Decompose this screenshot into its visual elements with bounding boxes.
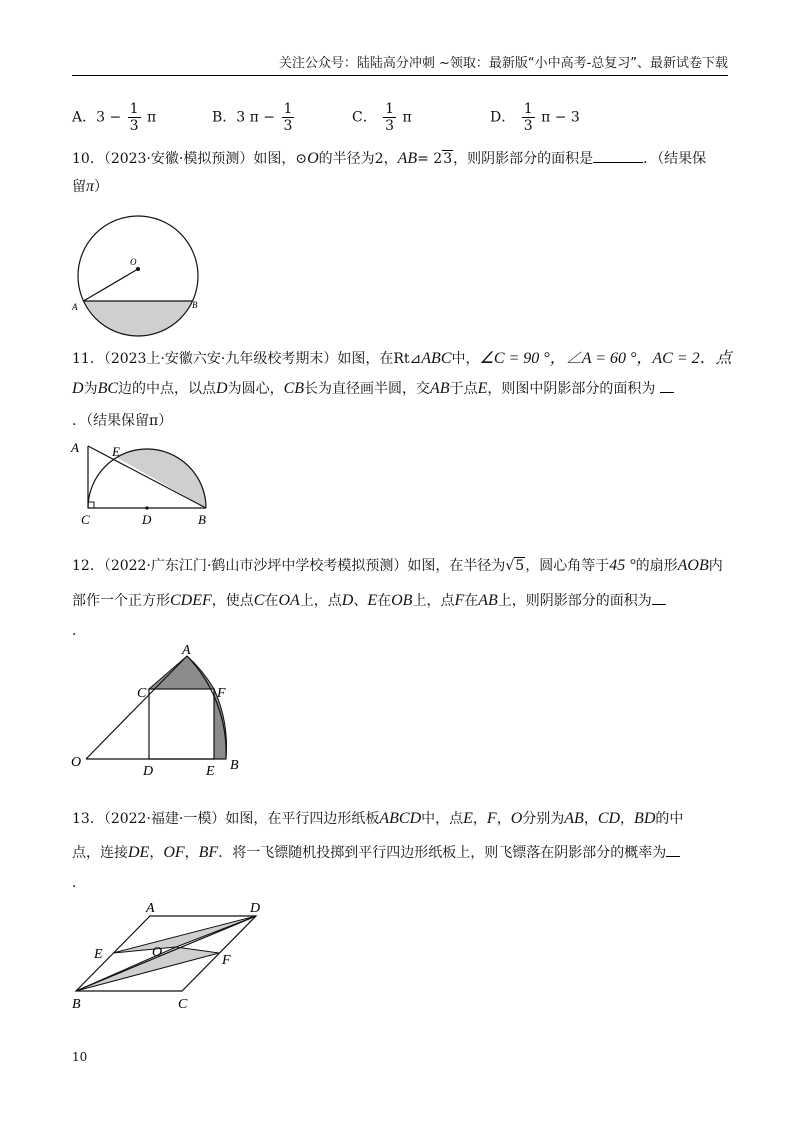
q13-label-f: F bbox=[222, 953, 231, 968]
choice-c: C． $\frac{1}{3}$ π bbox=[352, 101, 412, 134]
q12-line1: 12．（2022·广东江门·鹤山市沙坪中学校考模拟预测）如图，在半径为√5，圆心角等于45 °的扇形AOB内 bbox=[72, 557, 723, 574]
q10-figure bbox=[68, 208, 208, 346]
q12-label-e: E bbox=[206, 764, 215, 779]
q11-center-point bbox=[145, 506, 148, 509]
q13-figure bbox=[68, 896, 278, 1016]
q10-label-b: B bbox=[192, 300, 198, 310]
q13-label-e: E bbox=[94, 947, 103, 962]
q11-label-c: C bbox=[81, 512, 90, 527]
q11-figure bbox=[68, 436, 218, 532]
q10-line2: 留π） bbox=[72, 178, 109, 195]
q13-label-b: B bbox=[72, 997, 81, 1012]
q12-label-o: O bbox=[71, 755, 82, 770]
q12-label-d: D bbox=[143, 764, 154, 779]
page-number: 10 bbox=[72, 1050, 88, 1064]
q12-answer-blank bbox=[652, 590, 666, 605]
choice-a: A．3 − $\frac{1}{3}$ π bbox=[72, 101, 157, 134]
q13-line1: 13．（2022·福建·一模）如图，在平行四边形纸板ABCD中，点E，F，O分别为AB，CD，BD的中 bbox=[72, 810, 684, 827]
q11-right-angle-mark bbox=[88, 502, 94, 508]
choice-b: B．3 π − $\frac{1}{3}$ bbox=[212, 101, 293, 134]
q10-line1: 10．（2023·安徽·模拟预测）如图，⊙O的半径为2，AB= 23，则阴影部分的面积是 ．（结果保 bbox=[72, 150, 707, 167]
q12-line2: 部作一个正方形CDEF，使点C在OA上，点D、E在OB上，点F在AB上，则阴影部分的面积为 bbox=[72, 590, 666, 610]
q13-label-a: A bbox=[146, 901, 155, 916]
q10-answer-blank bbox=[593, 148, 643, 163]
q11-label-b: B bbox=[198, 512, 206, 527]
q11-line3: ．（结果保留π） bbox=[72, 413, 173, 429]
q11-shaded-region bbox=[116, 448, 206, 508]
q11-line1: 11．（2023上·安徽六安·九年级校考期末）如图，在Rt⊿ABC中，∠C = 90 °，∠A = 60 °，AC = 2．点 bbox=[72, 350, 732, 367]
q12-label-b: B bbox=[230, 758, 239, 773]
q12-line3: ． bbox=[72, 623, 86, 639]
q11-answer-blank bbox=[660, 378, 674, 393]
q13-label-c: C bbox=[178, 997, 188, 1012]
q12-radius-oa bbox=[86, 656, 187, 759]
q10-center-point bbox=[136, 267, 140, 271]
q13-line2: 点，连接DE，OF，BF．将一飞镖随机投掷到平行四边形纸板上，则飞镖落在阴影部分的概率为 bbox=[72, 842, 680, 862]
q12-figure bbox=[68, 642, 248, 782]
q12-label-f: F bbox=[217, 686, 226, 701]
q12-label-a: A bbox=[182, 643, 191, 658]
q11-label-e: E bbox=[112, 444, 120, 459]
q12-label-c: C bbox=[137, 686, 147, 701]
q12-square-cdef bbox=[149, 689, 214, 759]
q13-label-d: D bbox=[250, 901, 261, 916]
q11-label-a: A bbox=[71, 440, 79, 455]
choice-d: D． $\frac{1}{3}$ π − 3 bbox=[490, 101, 580, 134]
q10-shaded-segment bbox=[84, 301, 193, 336]
q10-label-a: A bbox=[72, 302, 78, 312]
page-header: 关注公众号：陆陆高分冲刺 ~领取：最新版“小中高考-总复习”、最新试卷下载 bbox=[72, 52, 728, 76]
q13-answer-blank bbox=[666, 842, 680, 857]
q11-line2: D为BC边的中点，以点D为圆心，CB长为直径画半圆，交AB于点E，则图中阴影部分的面积为 bbox=[72, 378, 674, 398]
q13-line3: ． bbox=[72, 875, 86, 891]
q10-radius-oa bbox=[84, 269, 139, 301]
q13-label-o: O bbox=[152, 945, 163, 960]
q13-shaded-upper bbox=[113, 916, 256, 953]
q11-label-d: D bbox=[142, 512, 152, 527]
q10-label-o: O bbox=[130, 257, 137, 267]
